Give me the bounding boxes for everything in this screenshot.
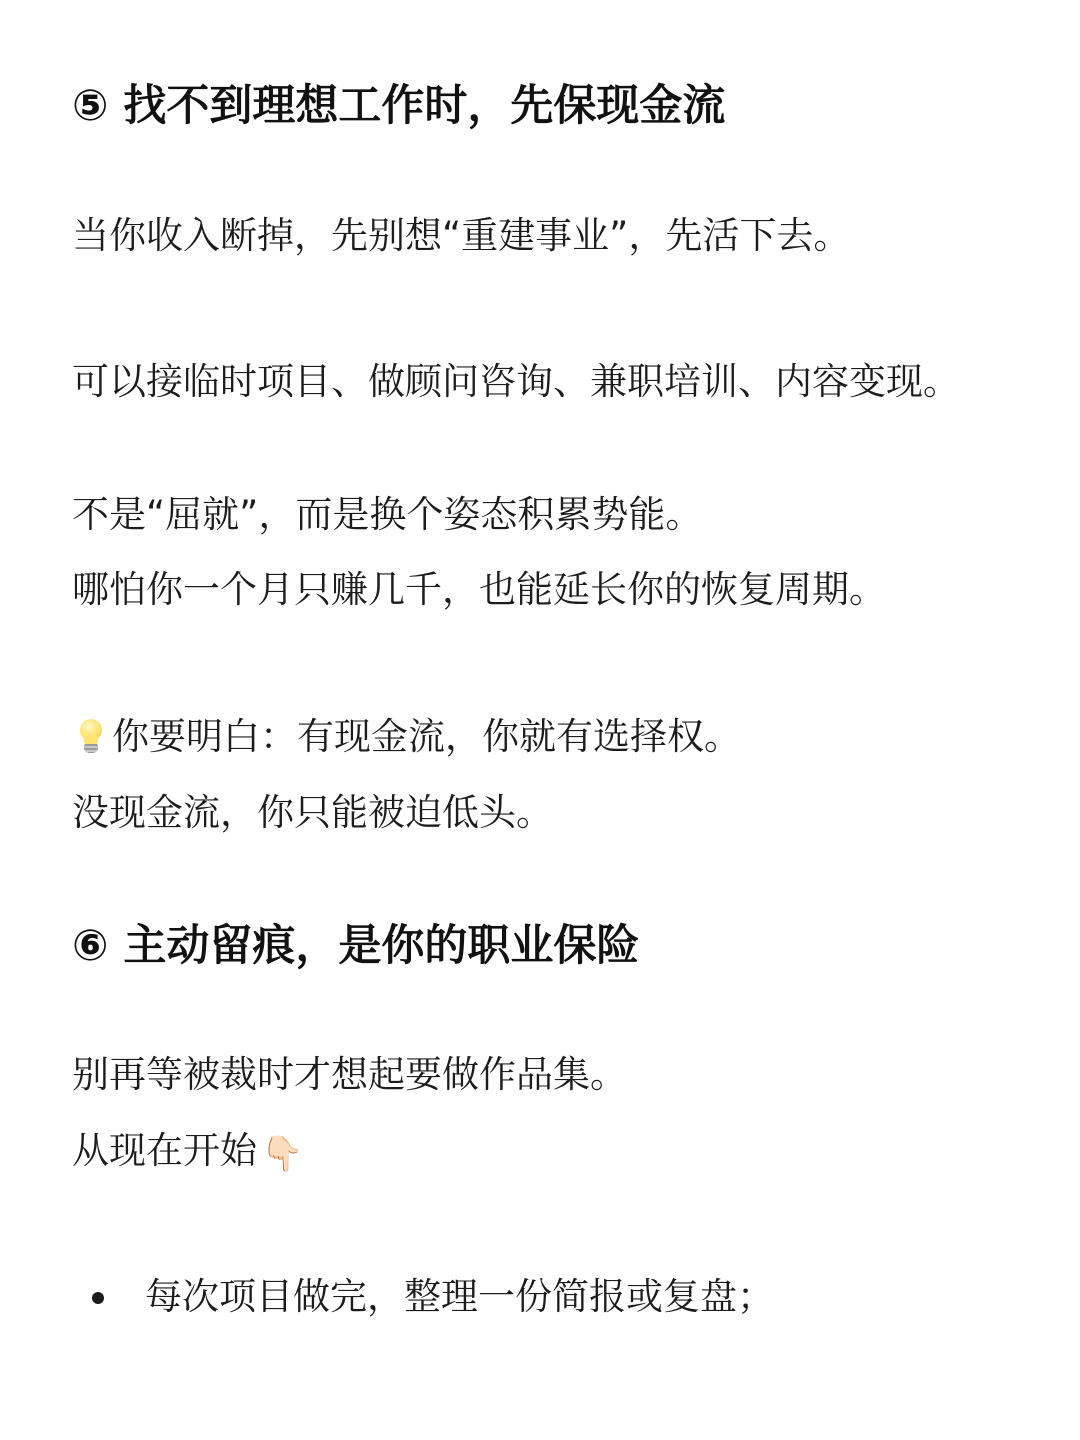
backhand-index-pointing-down-icon: 👇🏻 — [261, 1134, 304, 1174]
section-5-not-compromise: 不是“屈就”，而是换个姿态积累势能。 — [72, 493, 703, 536]
section-5-insight: 你要明白：有现金流，你就有选择权。 — [112, 715, 741, 758]
section-5-intro: 当你收入断掉，先别想“重建事业”，先活下去。 — [72, 214, 851, 257]
section-6-start-now-line — [72, 1124, 1012, 1181]
section-6-heading: ⑥ 主动留痕，是你的职业保险 — [72, 921, 640, 971]
bullet-dot — [92, 1292, 104, 1304]
section-5-even-few: 哪怕你一个月只赚几千，也能延长你的恢复周期。 — [72, 568, 886, 611]
section-5-options: 可以接临时项目、做顾问咨询、兼职培训、内容变现。 — [72, 360, 960, 403]
section-5-insight-line — [72, 710, 1012, 764]
section-5-heading: ⑤ 找不到理想工作时，先保现金流 — [72, 81, 726, 131]
list-item: 每次项目做完，整理一份简报或复盘； — [145, 1275, 774, 1318]
section-6-start-now: 从现在开始 — [72, 1129, 257, 1172]
light-bulb-icon — [72, 713, 108, 757]
section-6-dont-wait: 别再等被裁时才想起要做作品集。 — [72, 1053, 627, 1096]
section-5-without: 没现金流，你只能被迫低头。 — [72, 791, 553, 834]
